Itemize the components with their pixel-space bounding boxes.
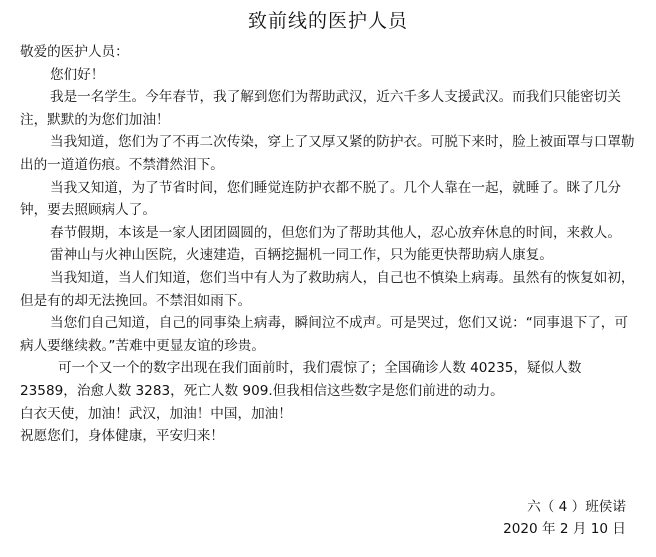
signature-block xyxy=(426,496,626,540)
greeting: 您们好！ xyxy=(50,66,105,83)
signature-name: 六（ 4 ）班侯诺 xyxy=(527,499,626,515)
paragraph: 雷神山与火神山医院，火速建造，百辆挖掘机一同工作，只为能更快帮助病人康复。 xyxy=(50,247,553,264)
paragraph: 当我又知道，为了节省时间，您们睡觉连防护衣都不脱了。几个人靠在一起，就睡了。眯了几分钟，要去照顾病人了。 xyxy=(20,179,621,219)
letter-body xyxy=(20,41,640,448)
salutation: 敬爱的医护人员： xyxy=(20,44,129,60)
paragraph: 可一个又一个的数字出现在我们面前时，我们震惊了；全国确诊人数 40235，疑似人数 23589，治愈人数 3283，死亡人数 909.但我相信这些数字是您们前进的动力。 xyxy=(20,360,582,399)
paragraph: 当我知道，您们为了不再二次传染，穿上了又厚又紧的防护衣。可脱下来时，脸上被面罩与口罩勒出的一道道伤痕。不禁潸然泪下。 xyxy=(20,134,635,173)
paragraph: 当我知道，当人们知道，您们当中有人为了救助病人，自己也不慎染上病毒。虽然有的恢复如初，但是有的却无法挽回。不禁泪如雨下。 xyxy=(20,269,635,309)
paragraph: 春节假期，本该是一家人团团圆圆的，但您们为了帮助其他人，忍心放弃休息的时间，来救人。 xyxy=(50,224,621,241)
signature-date: 2020 年 2 月 10 日 xyxy=(503,521,626,537)
paragraph: 我是一名学生。今年春节，我了解到您们为帮助武汉，近六千多人支援武汉。而我们只能密切关注，默默的为您们加油！ xyxy=(20,89,621,128)
paragraph: 当您们自己知道，自己的同事染上病毒，瞬间泣不成声。可是哭过，您们又说：“同事退下了，可病人要继续救。”苦难中更显友谊的珍贵。 xyxy=(20,315,628,354)
cheer-line: 白衣天使，加油！武汉，加油！中国，加油！ xyxy=(20,405,292,422)
wish-line: 祝愿您们，身体健康，平安归来！ xyxy=(20,428,224,445)
letter-title: 致前线的医护人员 xyxy=(247,10,408,32)
